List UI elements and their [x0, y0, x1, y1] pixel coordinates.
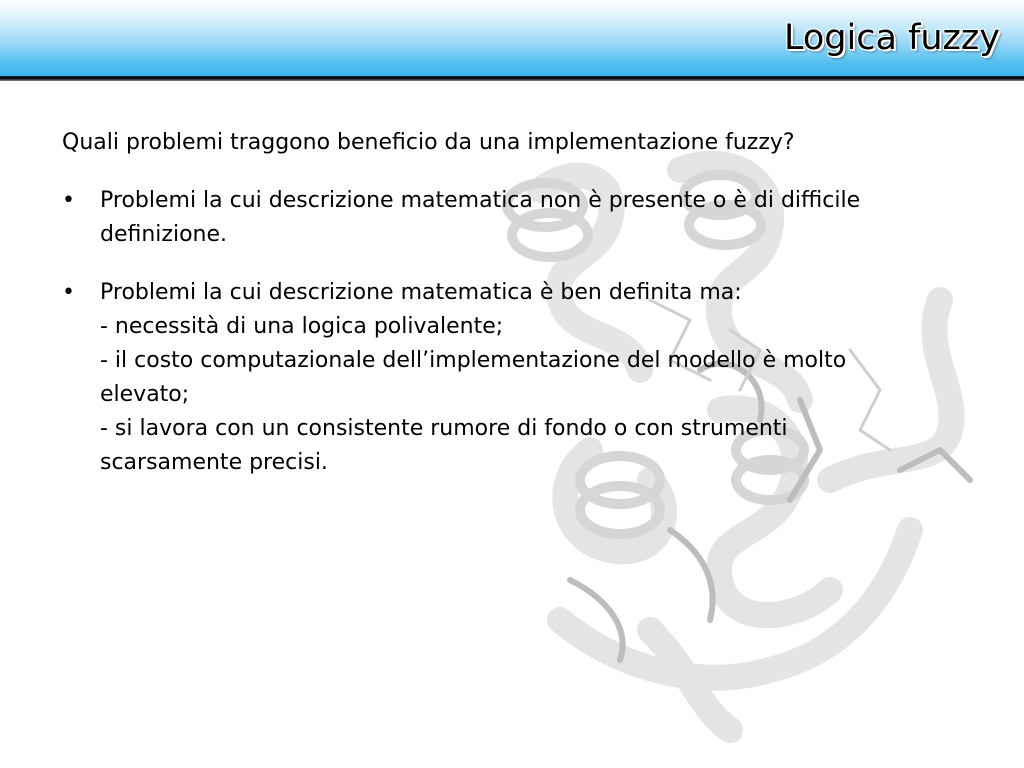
slide-title: Logica fuzzy — [783, 18, 1000, 58]
bullet-item — [62, 184, 982, 252]
bullet-marker: • — [62, 280, 75, 305]
bullet-marker: • — [62, 188, 75, 213]
bullet-line: elevato; — [100, 382, 190, 407]
bullet-line: - necessità di una logica polivalente; — [100, 314, 504, 339]
bullet-item — [62, 276, 982, 480]
title-divider — [0, 76, 1024, 81]
slide-body — [62, 126, 982, 504]
bullet-line: Problemi la cui descrizione matematica è ben definita ma: — [100, 280, 742, 305]
bullet-line: scarsamente precisi. — [100, 450, 328, 475]
bullet-line: - si lavora con un consistente rumore di fondo o con strumenti — [100, 416, 788, 441]
bullet-line: Problemi la cui descrizione matematica non è presente o è di difficile — [100, 188, 861, 213]
question-text: Quali problemi traggono beneficio da una implementazione fuzzy? — [62, 130, 795, 155]
bullet-line: - il costo computazionale dell’implementazione del modello è molto — [100, 348, 847, 373]
bullet-line: definizione. — [100, 222, 228, 247]
